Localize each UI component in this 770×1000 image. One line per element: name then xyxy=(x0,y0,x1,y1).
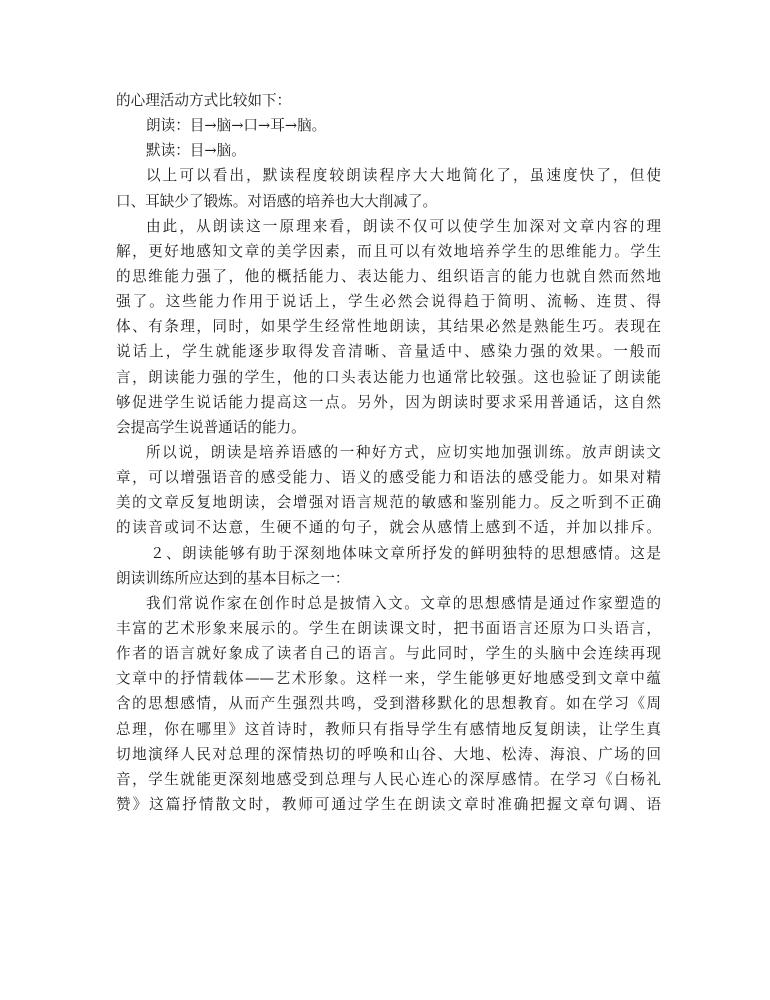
text-line: 强了。这些能力作用于说话上，学生必然会说得趋于简明、流畅、连贯、得 xyxy=(116,293,661,311)
paragraph-start-line: 以上可以看出，默读程度较朗读程序大大地简化了，虽速度快了，但使 xyxy=(146,167,661,185)
body-text xyxy=(116,88,661,817)
text-line: 的读音或词不达意，生硬不通的句子，就会从感情上感到不适，并加以排斥。 xyxy=(116,519,661,537)
text-line: 含的思想感情，从而产生强烈共鸣，受到潜移默化的思想教育。如在学习《周 xyxy=(116,695,661,713)
text-line: 说话上，学生就能逐步取得发音清晰、音量适中、感染力强的效果。一般而 xyxy=(116,343,661,361)
text-line: 够促进学生说话能力提高这一点。另外，因为朗读时要求采用普通话，这自然 xyxy=(116,393,661,411)
text-line: 赞》这篇抒情散文时，教师可通过学生在朗读文章时准确把握文章句调、语 xyxy=(116,795,661,813)
text-line: 解，更好地感知文章的美学因素，而且可以有效地培养学生的思维能力。学生 xyxy=(116,242,661,260)
text-line: 会提高学生说普通话的能力。 xyxy=(116,418,306,436)
text-line: 切地演绎人民对总理的深情热切的呼唤和山谷、大地、松涛、海浪、广场的回 xyxy=(116,745,661,763)
text-line: 丰富的艺术形象来展示的。学生在朗读课文时，把书面语言还原为口头语言， xyxy=(116,619,661,637)
text-line: 默读：目→脑。 xyxy=(146,142,246,160)
text-line: 总理，你在哪里》这首诗时，教师只有指导学生有感情地反复朗读，让学生真 xyxy=(116,720,661,738)
text-line: 作者的语言就好象成了读者自己的语言。与此同时，学生的头脑中会连续再现 xyxy=(116,645,661,663)
text-line: 朗读训练所应达到的基本目标之一： xyxy=(116,569,350,587)
text-line: 的思维能力强了，他的概括能力、表达能力、组织语言的能力也就自然而然地 xyxy=(116,267,661,285)
text-line: 美的文章反复地朗读，会增强对语言规范的敏感和鉴别能力。反之听到不正确 xyxy=(116,494,661,512)
text-line: 言，朗读能力强的学生，他的口头表达能力也通常比较强。这也验证了朗读能 xyxy=(116,368,661,386)
text-line: 音，学生就能更深刻地感受到总理与人民心连心的深厚感情。在学习《白杨礼 xyxy=(116,770,661,788)
text-line: 文章中的抒情载体——艺术形象。这样一来，学生能够更好地感受到文章中蕴 xyxy=(116,670,661,688)
paragraph-start-line: 由此，从朗读这一原理来看，朗读不仅可以使学生加深对文章内容的理 xyxy=(146,217,661,235)
paragraph-start-line: 我们常说作家在创作时总是披情入文。文章的思想感情是通过作家塑造的 xyxy=(146,594,661,612)
text-line: 口、耳缺少了锻炼。对语感的培养也大大削减了。 xyxy=(116,192,438,210)
text-line: 朗读：目→脑→口→耳→脑。 xyxy=(146,117,327,135)
section-heading-line: ２、朗读能够有助于深刻地体味文章所抒发的鲜明独特的思想感情。这是 xyxy=(150,544,661,562)
text-line: 章，可以增强语音的感受能力、语义的感受能力和语法的感受能力。如果对精 xyxy=(116,469,661,487)
text-line: 的心理活动方式比较如下： xyxy=(116,92,292,109)
text-line: 体、有条理，同时，如果学生经常性地朗读，其结果必然是熟能生巧。表现在 xyxy=(116,318,661,336)
paragraph-start-line: 所以说，朗读是培养语感的一种好方式，应切实地加强训练。放声朗读文 xyxy=(146,443,661,461)
